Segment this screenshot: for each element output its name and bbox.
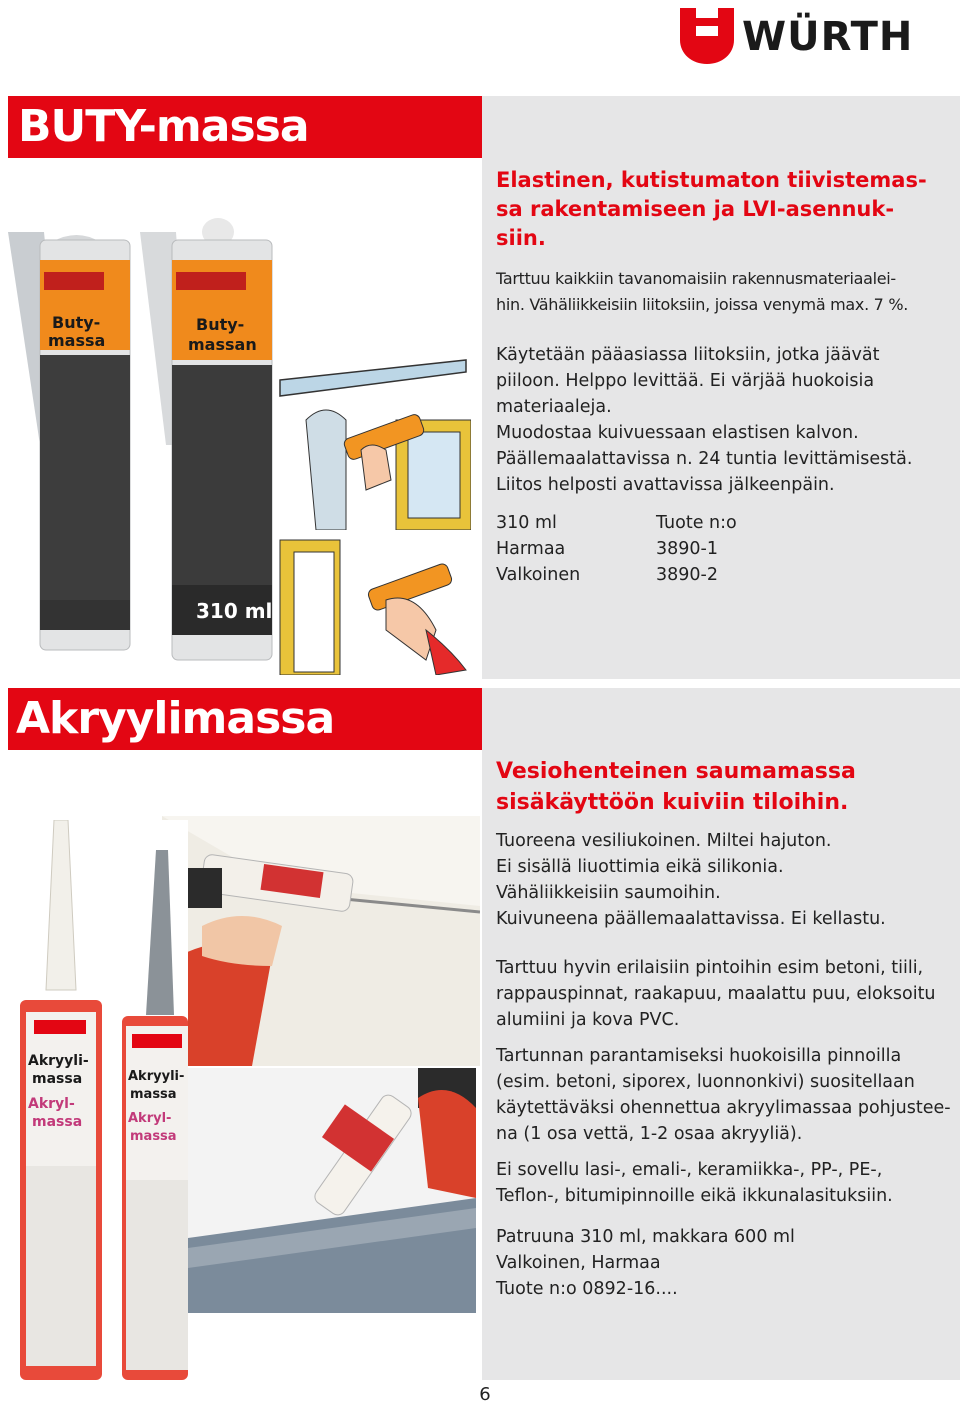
akryyli-b4-line: Ei sovellu lasi-, emali-, keramiikka-, PP-, PE-, bbox=[496, 1160, 883, 1180]
buty-table-color: Valkoinen bbox=[496, 565, 581, 585]
buty-table-row bbox=[496, 562, 956, 588]
akryyli-b3-line: (esim. betoni, siporex, luonnonkivi) suositellaan bbox=[496, 1072, 915, 1092]
buty-table-header-size: 310 ml bbox=[496, 513, 557, 533]
svg-text:Akryyli-: Akryyli- bbox=[28, 1053, 89, 1069]
akryyli-b5-line: Tuote n:o 0892-16.... bbox=[496, 1279, 678, 1299]
buty-feature-line-5: Päällemaalattavissa n. 24 tuntia levittämisestä. bbox=[496, 449, 913, 469]
buty-lead-line-1: Elastinen, kutistumaton tiivistemas- bbox=[496, 168, 927, 192]
svg-text:massa: massa bbox=[32, 1071, 83, 1087]
buty-tubes-image bbox=[0, 160, 285, 670]
akryyli-block-4 bbox=[496, 1157, 956, 1209]
svg-text:Akryl-: Akryl- bbox=[128, 1111, 172, 1126]
akryyli-b2-line: rappauspinnat, raakapuu, maalattu puu, eloksoitu bbox=[496, 984, 936, 1004]
svg-text:massa: massa bbox=[48, 331, 106, 350]
buty-application-illustration bbox=[276, 330, 471, 675]
buty-intro bbox=[496, 266, 956, 318]
akryyli-b2-line: alumiini ja kova PVC. bbox=[496, 1010, 680, 1030]
akryyli-b5-line: Patruuna 310 ml, makkara 600 ml bbox=[496, 1227, 795, 1247]
buty-feature-line-4: Muodostaa kuivuessaan elastisen kalvon. bbox=[496, 423, 859, 443]
buty-intro-line-2: hin. Vähäliikkeisiin liitoksiin, joissa venymä max. 7 %. bbox=[496, 295, 909, 314]
svg-text:massa: massa bbox=[32, 1114, 83, 1130]
akryyli-application-photo-top bbox=[162, 816, 480, 1066]
buty-table-header-code: Tuote n:o bbox=[656, 513, 737, 533]
buty-table-code: 3890-2 bbox=[656, 565, 718, 585]
akryyli-b1-line: Vähäliikkeisiin saumoihin. bbox=[496, 883, 721, 903]
buty-features bbox=[496, 342, 956, 498]
buty-intro-line-1: Tarttuu kaikkiin tavanomaisiin rakennusmateriaalei- bbox=[496, 269, 896, 288]
akryyli-block-1 bbox=[496, 828, 956, 932]
akryyli-b4-line: Teflon-, bitumipinnoille eikä ikkunalasituksiin. bbox=[496, 1186, 893, 1206]
buty-table-code: 3890-1 bbox=[656, 539, 718, 559]
akryyli-block-2 bbox=[496, 955, 956, 1033]
svg-text:Akryl-: Akryl- bbox=[28, 1096, 75, 1112]
akryyli-tubes-image bbox=[18, 820, 188, 1380]
brand-name: WÜRTH bbox=[742, 14, 914, 60]
section-title-buty: BUTY-massa bbox=[8, 96, 482, 158]
buty-lead-line-2: sa rakentamiseen ja LVI-asennuk- bbox=[496, 197, 895, 221]
akryyli-b3-line: Tartunnan parantamiseksi huokoisilla pinnoilla bbox=[496, 1046, 902, 1066]
svg-text:Buty-: Buty- bbox=[52, 313, 101, 332]
akryyli-b5-line: Valkoinen, Harmaa bbox=[496, 1253, 661, 1273]
svg-text:massa: massa bbox=[130, 1129, 177, 1144]
tube-volume-label: 310 ml bbox=[196, 599, 273, 623]
wurth-logo bbox=[680, 8, 956, 66]
akryyli-b1-line: Ei sisällä liuottimia eikä silikonia. bbox=[496, 857, 784, 877]
buty-lead bbox=[496, 166, 951, 253]
akryyli-b1-line: Kuivuneena päällemaalattavissa. Ei kellastu. bbox=[496, 909, 886, 929]
akryyli-block-5 bbox=[496, 1224, 956, 1302]
akryyli-application-photo-bottom bbox=[188, 1068, 476, 1313]
wurth-logo-icon bbox=[680, 8, 734, 64]
svg-text:massa: massa bbox=[130, 1087, 177, 1102]
buty-table-color: Harmaa bbox=[496, 539, 566, 559]
page-number: 6 bbox=[479, 1384, 491, 1405]
section-title-akryyli: Akryylimassa bbox=[8, 688, 482, 750]
buty-feature-line-3: materiaaleja. bbox=[496, 397, 612, 417]
buty-table-row bbox=[496, 536, 956, 562]
buty-product-table bbox=[496, 510, 956, 588]
buty-feature-line-2: piiloon. Helppo levittää. Ei värjää huokoisia bbox=[496, 371, 875, 391]
akryyli-b2-line: Tarttuu hyvin erilaisiin pintoihin esim betoni, tiili, bbox=[496, 958, 924, 978]
akryyli-block-3 bbox=[496, 1043, 956, 1147]
svg-text:massan: massan bbox=[188, 335, 257, 354]
buty-feature-line-1: Käytetään pääasiassa liitoksiin, jotka jäävät bbox=[496, 345, 880, 365]
akryyli-b3-line: na (1 osa vettä, 1-2 osaa akryyliä). bbox=[496, 1124, 803, 1144]
akryyli-lead bbox=[496, 756, 951, 818]
svg-text:Akryyli-: Akryyli- bbox=[128, 1069, 185, 1084]
buty-table-header bbox=[496, 510, 956, 536]
akryyli-lead-line-2: sisäkäyttöön kuiviin tiloihin. bbox=[496, 790, 849, 815]
buty-feature-line-6: Liitos helposti avattavissa jälkeenpäin. bbox=[496, 475, 835, 495]
akryyli-b3-line: käytettäväksi ohennettua akryylimassaa pohjustee- bbox=[496, 1098, 951, 1118]
buty-lead-line-3: siin. bbox=[496, 226, 546, 250]
akryyli-b1-line: Tuoreena vesiliukoinen. Miltei hajuton. bbox=[496, 831, 832, 851]
akryyli-lead-line-1: Vesiohenteinen saumamassa bbox=[496, 759, 856, 784]
svg-text:Buty-: Buty- bbox=[196, 315, 245, 334]
